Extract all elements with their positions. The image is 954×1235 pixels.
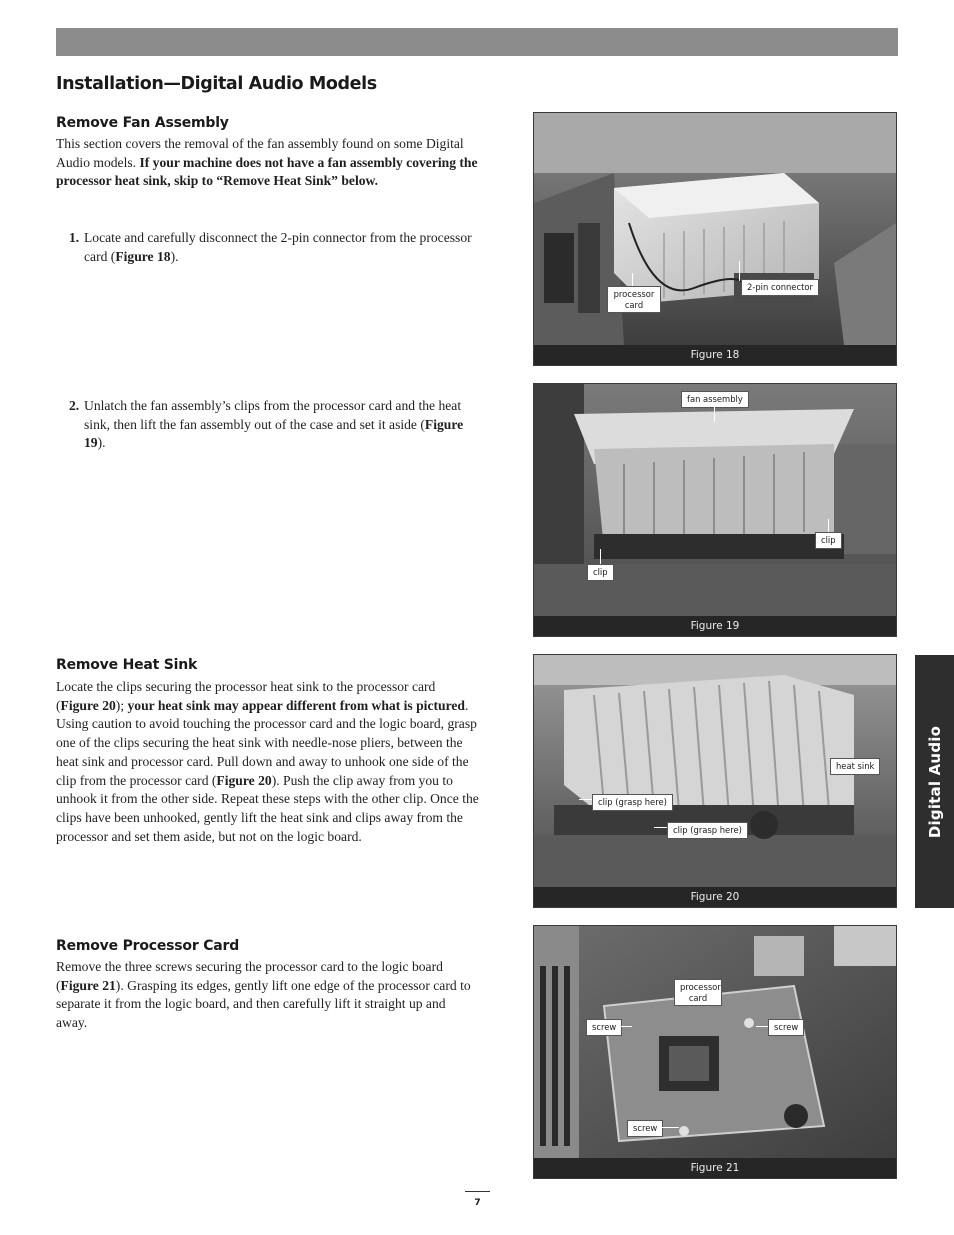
figure-18 xyxy=(533,112,897,366)
leader-line xyxy=(739,261,740,281)
figure-18-photo xyxy=(534,113,896,345)
section-heading-heatsink: Remove Heat Sink xyxy=(56,657,198,673)
figure-19-photo xyxy=(534,384,896,616)
figure-21-caption: Figure 21 xyxy=(534,1158,896,1178)
fan-step-2: 2. Unlatch the fan assembly’s clips from the processor card and the heat sink, then lift the fan assembly out of the case and set it aside (Figure 19). xyxy=(69,398,464,451)
page-number: 7 xyxy=(474,1198,481,1208)
heatsink-paragraph: Locate the clips securing the processor heat sink to the processor card (Figure 20); your heat sink may appear different from what is pictured. Using caution to avoid touching the processor card and the logic board, grasp one of the clips securing the heat sink with needle-nose pliers, between the heat sink and processor card. Pull down and away to unhook one side of the clip from the processor card (Figure 20). Push the clip away from you to unhook it from the other side. Repeat these steps with the other clip. Once the clips have been unhooked, gently lift the heat sink and clips away from the processor and set them aside, but not on the logic board. xyxy=(56,679,479,844)
leader-line xyxy=(756,1026,768,1027)
callout-screw-bottom: screw xyxy=(627,1120,663,1137)
figure-21-photo xyxy=(534,926,896,1158)
callout-clip-grasp-1: clip (grasp here) xyxy=(592,794,673,811)
callout-screw-right: screw xyxy=(768,1019,804,1036)
callout-processor-card: processor card xyxy=(607,286,661,313)
section-heading-fan: Remove Fan Assembly xyxy=(56,115,229,131)
leader-line xyxy=(620,1026,632,1027)
section-heading-card: Remove Processor Card xyxy=(56,938,240,954)
callout-clip-right: clip xyxy=(815,532,842,549)
figure-20-caption: Figure 20 xyxy=(534,887,896,907)
callout-clip-grasp-2: clip (grasp here) xyxy=(667,822,748,839)
callout-clip-left: clip xyxy=(587,564,614,581)
side-tab-label: Digital Audio xyxy=(925,725,944,838)
callout-2-pin-connector: 2-pin connector xyxy=(741,279,819,296)
figure-18-caption: Figure 18 xyxy=(534,345,896,365)
leader-line xyxy=(579,799,593,800)
callout-processor-card: processor card xyxy=(674,979,722,1006)
figure-19-caption: Figure 19 xyxy=(534,616,896,636)
figure-19 xyxy=(533,383,897,637)
callout-screw-left: screw xyxy=(586,1019,622,1036)
footer-rule xyxy=(465,1191,490,1192)
leader-line xyxy=(654,827,668,828)
fan-intro: This section covers the removal of the fan assembly found on some Digital Audio models. If your machine does not have a fan assembly covering the processor heat sink, skip to “Remove Heat Sink” below. xyxy=(56,136,478,189)
header-bar xyxy=(56,28,898,56)
callout-fan-assembly: fan assembly xyxy=(681,391,749,408)
figure-20 xyxy=(533,654,897,908)
callout-heat-sink: heat sink xyxy=(830,758,880,775)
leader-line xyxy=(600,549,601,564)
fan-step-1: 1. Locate and carefully disconnect the 2-pin connector from the processor card (Figure 18). xyxy=(69,230,472,264)
side-tab xyxy=(915,655,954,908)
page-title: Installation—Digital Audio Models xyxy=(56,74,377,94)
leader-line xyxy=(661,1127,679,1128)
leader-line xyxy=(714,406,715,422)
card-paragraph: Remove the three screws securing the processor card to the logic board (Figure 21). Grasping its edges, gently lift one edge of the processor card to separate it from the logic board, and then carefully lift it straight up and away. xyxy=(56,959,471,1031)
figure-21 xyxy=(533,925,897,1179)
